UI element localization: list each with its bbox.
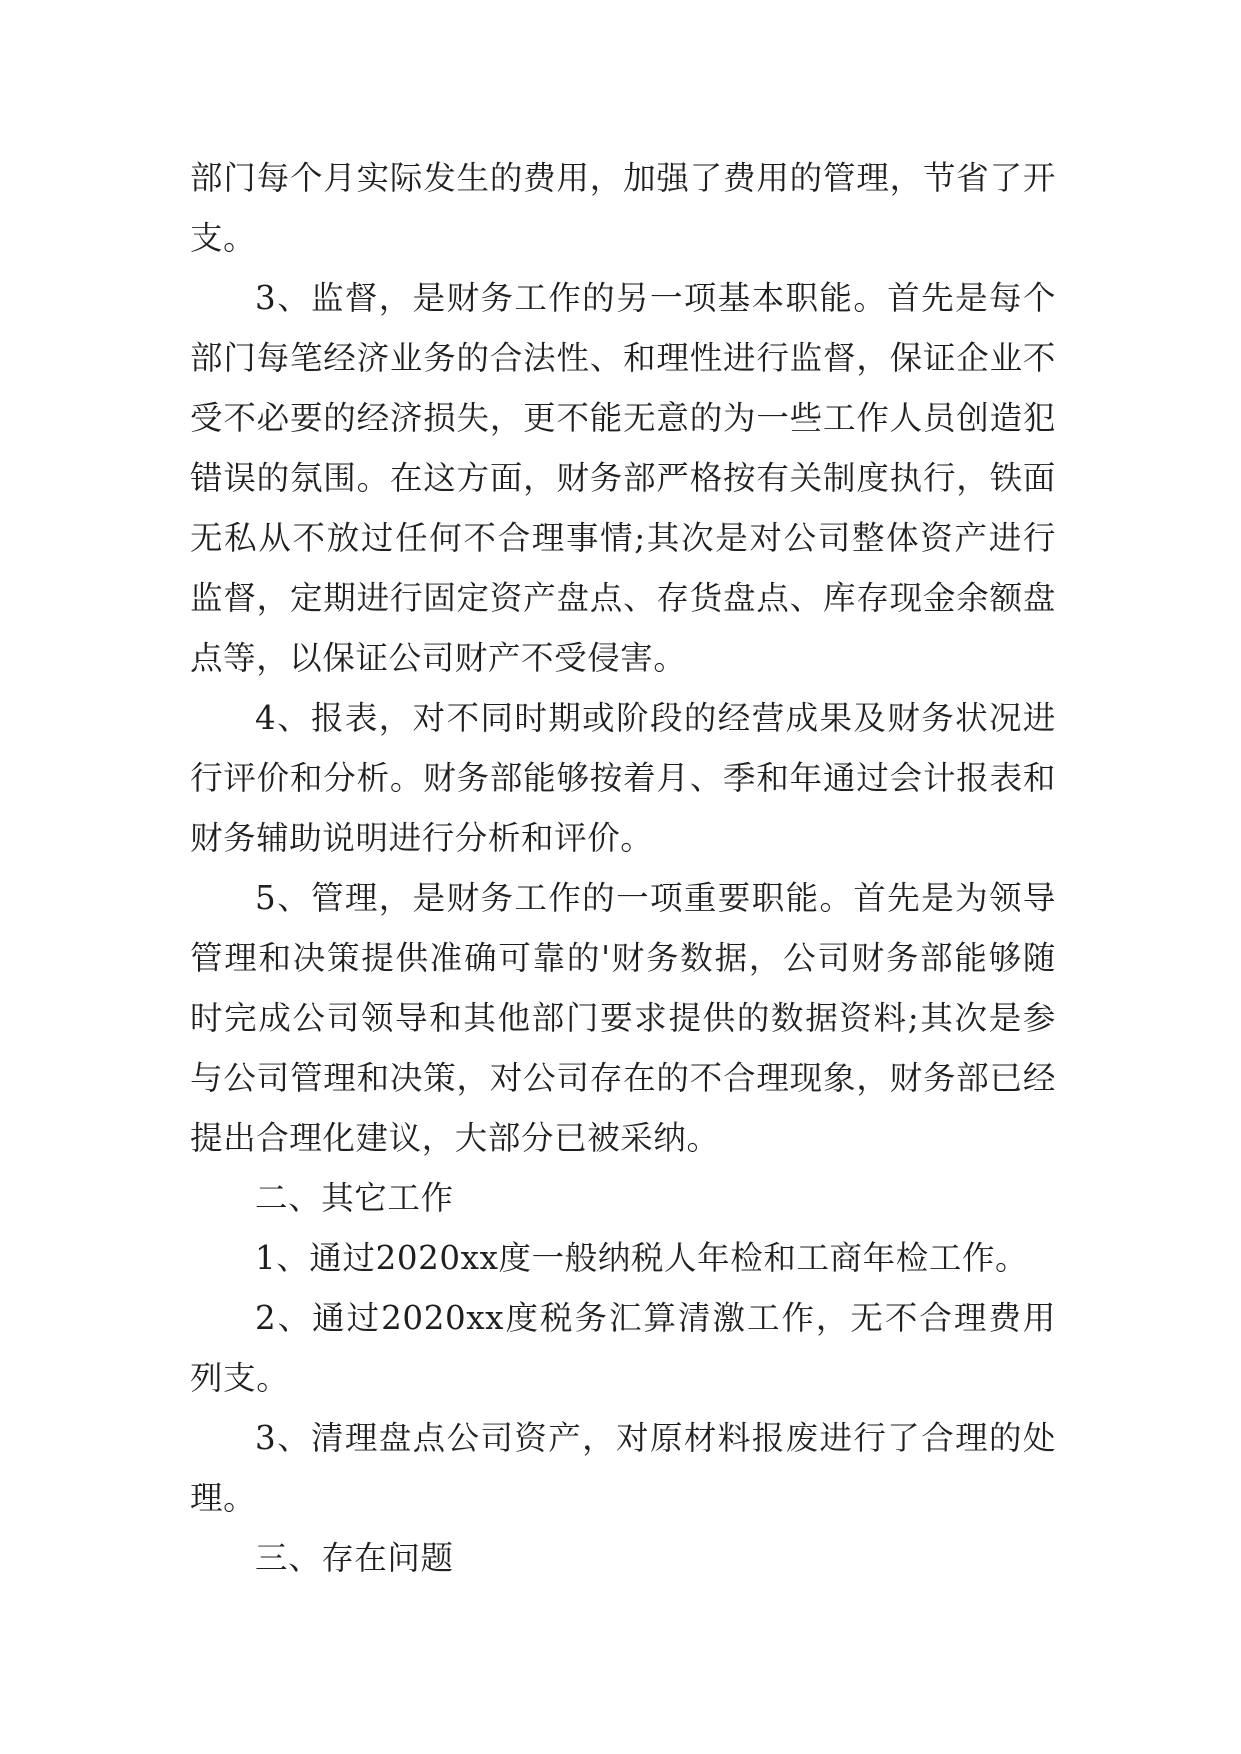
paragraph-supervision: 3、监督，是财务工作的另一项基本职能。首先是每个部门每笔经济业务的合法性、和理性进行监督，保证企业不受不必要的经济损失，更不能无意的为一些工作人员创造犯错误的氛围。在这方面，财务部严格按有关制度执行，铁面无私从不放过任何不合理事情;其次是对公司整体资产进行监督，定期进行固定资产盘点、存货盘点、库存现金余额盘点等，以保证公司财产不受侵害。 — [190, 279, 1056, 677]
section-heading-other-work: 二、其它工作 — [255, 1179, 454, 1217]
list-item-tax-settlement: 2、通过2020xx度税务汇算清激工作，无不合理费用列支。 — [190, 1299, 1056, 1397]
paragraph-reports: 4、报表，对不同时期或阶段的经营成果及财务状况进行评价和分析。财务部能够按着月、季和年通过会计报表和财务辅助说明进行分析和评价。 — [190, 699, 1056, 857]
paragraph-management: 5、管理，是财务工作的一项重要职能。首先是为领导管理和决策提供准确可靠的'财务数据，公司财务部能够随时完成公司领导和其他部门要求提供的数据资料;其次是参与公司管理和决策，对公司存在的不合理现象，财务部已经提出合理化建议，大部分已被采纳。 — [190, 879, 1056, 1157]
list-item-asset-inventory: 3、清理盘点公司资产，对原材料报废进行了合理的处理。 — [190, 1419, 1056, 1517]
paragraph-expense-continuation: 部门每个月实际发生的费用，加强了费用的管理，节省了开支。 — [190, 159, 1056, 257]
section-heading-existing-problems: 三、存在问题 — [255, 1539, 454, 1577]
list-item-annual-inspection: 1、通过2020xx度一般纳税人年检和工商年检工作。 — [255, 1239, 1029, 1277]
document-page — [190, 148, 1056, 1588]
